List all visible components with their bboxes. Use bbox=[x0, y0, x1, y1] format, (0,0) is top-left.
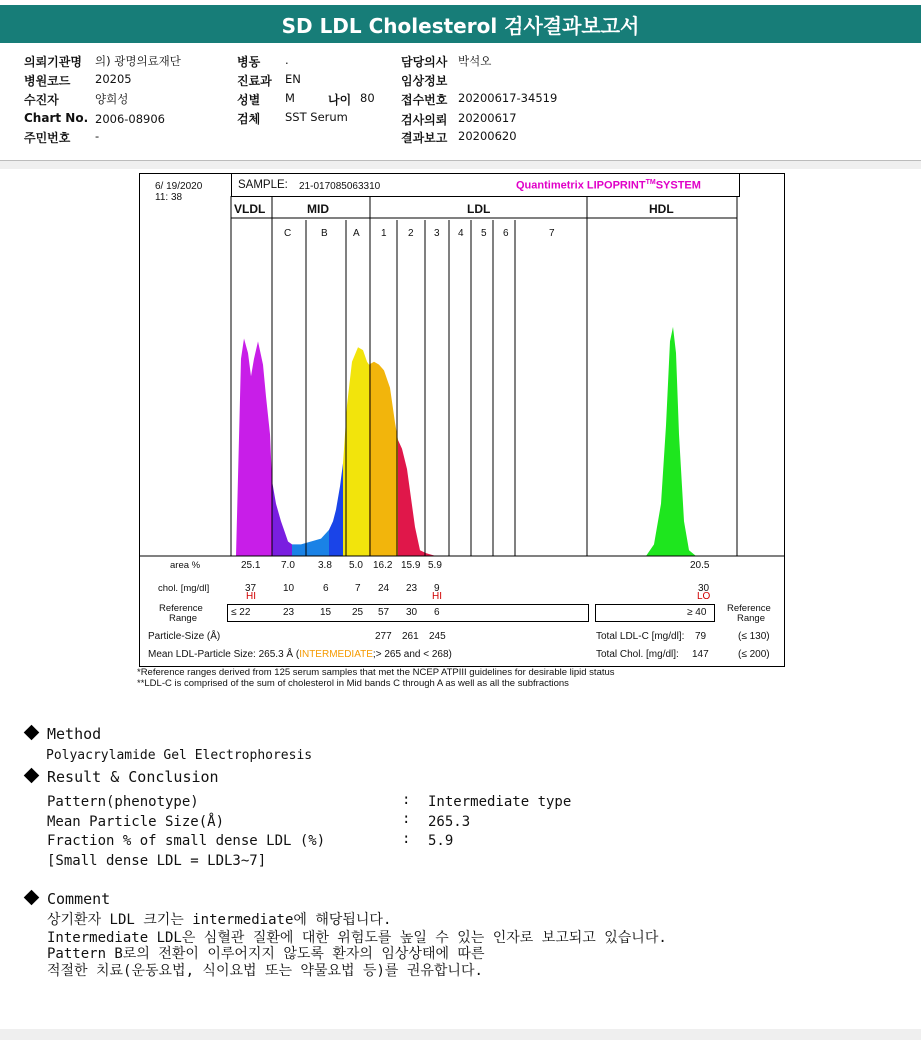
value-ward: . bbox=[285, 53, 289, 67]
chol-vldl: 37 bbox=[245, 583, 257, 594]
group-mid: MID bbox=[307, 202, 329, 216]
band-label-7: 7 bbox=[549, 228, 555, 239]
row-label-ref-1: Reference bbox=[159, 603, 203, 614]
electrophoresis-plot bbox=[140, 174, 784, 559]
sample-id: 21-017085063310 bbox=[299, 181, 381, 192]
group-ldl: LDL bbox=[467, 202, 491, 216]
method-heading-text: Method bbox=[47, 725, 102, 743]
mean-size-class: INTERMEDIATE bbox=[299, 649, 373, 660]
band-label-5: 5 bbox=[481, 228, 487, 239]
chol-c: 10 bbox=[283, 583, 295, 594]
band-dividers bbox=[231, 196, 737, 556]
area-vldl: 25.1 bbox=[241, 560, 261, 571]
total-chol-value: 147 bbox=[692, 649, 709, 660]
ref-ldl2: 30 bbox=[406, 607, 418, 618]
diamond-bullet-icon bbox=[24, 768, 40, 784]
value-request-date: 20200617 bbox=[458, 111, 517, 125]
diamond-bullet-icon bbox=[24, 725, 40, 741]
particle-size-ldl2: 261 bbox=[402, 631, 419, 642]
band-label-4: 4 bbox=[458, 228, 464, 239]
brand-text: Quantimetrix LIPOPRINT bbox=[516, 179, 646, 192]
ref-b: 15 bbox=[320, 607, 332, 618]
ref-ldl1: 57 bbox=[378, 607, 390, 618]
value-patient: 양희성 bbox=[95, 92, 129, 106]
row-label-chol: chol. [mg/dl] bbox=[158, 583, 210, 594]
flag-ldl3-hi: HI bbox=[432, 591, 442, 602]
particle-size-ldl3: 245 bbox=[429, 631, 446, 642]
label-report-date: 결과보고 bbox=[401, 131, 448, 145]
curve-hdl bbox=[646, 327, 696, 556]
row-label-ref-2: Range bbox=[169, 613, 197, 624]
mean-size-line: Mean LDL-Particle Size: 265.3 Å (INTERMEDIATE;> 265 and < 268) bbox=[148, 649, 452, 660]
value-sex: M bbox=[285, 91, 295, 105]
total-ldl-label: Total LDL-C [mg/dl]: bbox=[596, 631, 685, 642]
result-value-mean-size: 265.3 bbox=[428, 814, 471, 830]
lipoprint-report bbox=[139, 173, 785, 667]
label-hospital-code: 병원코드 bbox=[24, 74, 71, 88]
label-specimen: 검체 bbox=[237, 112, 261, 126]
footnote-1: *Reference ranges derived from 125 serum samples that met the NCEP ATPIII guidelines for desirable lipid status bbox=[137, 667, 615, 678]
densitometry-curves bbox=[236, 327, 696, 556]
footnote-2: **LDL-C is comprised of the sum of cholesterol in Mid bands C through A as well as all the subfractions bbox=[137, 678, 569, 689]
label-requesting-institution: 의뢰기관명 bbox=[24, 55, 82, 69]
label-chart-no: Chart No. bbox=[24, 111, 89, 125]
bottom-band bbox=[0, 1029, 921, 1040]
ref-a: 25 bbox=[352, 607, 364, 618]
mean-size-label: Mean LDL-Particle Size: bbox=[148, 649, 256, 660]
curve-4 bbox=[420, 550, 436, 556]
value-accession-no: 20200617-34519 bbox=[458, 91, 558, 105]
value-department: EN bbox=[285, 72, 301, 86]
label-sex: 성별 bbox=[237, 93, 261, 107]
value-resident-no: - bbox=[95, 129, 100, 143]
brand-suffix: SYSTEM bbox=[655, 179, 701, 192]
value-specimen: SST Serum bbox=[285, 110, 348, 124]
ref-vldl: ≤ 22 bbox=[231, 607, 251, 618]
area-ldl2: 15.9 bbox=[401, 560, 421, 571]
comment-heading bbox=[22, 890, 110, 908]
band-label-6: 6 bbox=[503, 228, 509, 239]
chol-b: 6 bbox=[323, 583, 329, 594]
band-label-2: 2 bbox=[408, 228, 414, 239]
label-clinical-info: 임상정보 bbox=[401, 74, 448, 88]
particle-size-ldl1: 277 bbox=[375, 631, 392, 642]
ref-hdl: ≥ 40 bbox=[687, 607, 707, 618]
area-hdl: 20.5 bbox=[690, 560, 710, 571]
value-report-date: 20200620 bbox=[458, 129, 517, 143]
report-time: 11: 38 bbox=[155, 192, 183, 203]
row-label-area: area % bbox=[170, 560, 201, 571]
chol-ldl2: 23 bbox=[406, 583, 418, 594]
brand-tm: TM bbox=[645, 179, 656, 186]
comment-line-4: 적절한 치료(운동요법, 식이요법 또는 약물요법 등)를 권유합니다. bbox=[47, 963, 483, 979]
label-patient: 수진자 bbox=[24, 93, 59, 107]
total-ldl-ref: (≤ 130) bbox=[738, 631, 770, 642]
area-b: 3.8 bbox=[318, 560, 332, 571]
chol-a: 7 bbox=[355, 583, 361, 594]
result-heading-text: Result & Conclusion bbox=[47, 768, 219, 786]
total-chol-label: Total Chol. [mg/dl]: bbox=[596, 649, 679, 660]
total-ldl-value: 79 bbox=[695, 631, 707, 642]
comment-line-1: 상기환자 LDL 크기는 intermediate에 해당됩니다. bbox=[47, 912, 392, 928]
report-date: 6/ 19/2020 bbox=[155, 181, 203, 192]
comment-heading-text: Comment bbox=[47, 890, 111, 908]
chol-ldl1: 24 bbox=[378, 583, 390, 594]
mean-size-criteria: ;> 265 and < 268) bbox=[372, 649, 452, 660]
label-department: 진료과 bbox=[237, 74, 272, 88]
result-value-fraction: 5.9 bbox=[428, 833, 454, 849]
result-note: [Small dense LDL = LDL3~7] bbox=[47, 853, 267, 869]
curve-vldl bbox=[236, 339, 272, 557]
band-label-c: C bbox=[284, 228, 292, 239]
chol-hdl: 30 bbox=[698, 583, 710, 594]
flag-vldl-hi: HI bbox=[246, 591, 256, 602]
separator-band bbox=[0, 161, 921, 169]
band-label-1: 1 bbox=[381, 228, 387, 239]
curve-a bbox=[329, 463, 343, 556]
band-label-3: 3 bbox=[434, 228, 440, 239]
mean-size-value: 265.3 Å bbox=[258, 649, 294, 660]
ref-ldl3: 6 bbox=[434, 607, 440, 618]
group-hdl: HDL bbox=[649, 202, 674, 216]
band-label-b: B bbox=[321, 228, 328, 239]
area-ldl1: 16.2 bbox=[373, 560, 393, 571]
result-sep-mean-size: : bbox=[402, 811, 411, 827]
comment-line-3: Pattern B로의 전환이 이루어지지 않도록 환자의 임상상태에 따른 bbox=[47, 946, 485, 962]
label-age: 나이 bbox=[328, 93, 352, 107]
value-age: 80 bbox=[360, 91, 375, 105]
area-c: 7.0 bbox=[281, 560, 295, 571]
curve-3 bbox=[398, 440, 420, 556]
label-accession-no: 접수번호 bbox=[401, 93, 448, 107]
label-request-date: 검사의뢰 bbox=[401, 113, 448, 127]
band-label-a: A bbox=[353, 228, 360, 239]
result-value-pattern: Intermediate type bbox=[428, 794, 572, 810]
result-sep-fraction: : bbox=[402, 831, 411, 847]
value-chart-no: 2006-08906 bbox=[95, 112, 165, 126]
area-a: 5.0 bbox=[349, 560, 363, 571]
value-physician: 박석오 bbox=[458, 54, 492, 68]
result-label-mean-size: Mean Particle Size(Å) bbox=[47, 814, 225, 830]
flag-hdl-lo: LO bbox=[697, 591, 711, 602]
area-ldl3: 5.9 bbox=[428, 560, 442, 571]
method-text: Polyacrylamide Gel Electrophoresis bbox=[46, 748, 313, 763]
diamond-bullet-icon bbox=[24, 890, 40, 906]
curve-1 bbox=[343, 347, 369, 556]
result-heading bbox=[22, 768, 219, 786]
method-heading bbox=[22, 725, 101, 743]
value-requesting-institution: 의) 광명의료재단 bbox=[95, 54, 181, 68]
comment-line-2: Intermediate LDL은 심혈관 질환에 대한 위험도를 높일 수 있는 인자로 보고되고 있습니다. bbox=[47, 930, 667, 946]
ref-c: 23 bbox=[283, 607, 295, 618]
result-label-fraction: Fraction % of small dense LDL (%) bbox=[47, 833, 326, 849]
sample-label: SAMPLE: bbox=[238, 179, 288, 191]
curve-b bbox=[292, 530, 329, 556]
label-resident-no: 주민번호 bbox=[24, 131, 71, 145]
ref-right-2: Range bbox=[737, 613, 765, 624]
result-label-pattern: Pattern(phenotype) bbox=[47, 794, 199, 810]
label-ward: 병동 bbox=[237, 55, 261, 69]
report-title: SD LDL Cholesterol 검사결과보고서 bbox=[0, 5, 921, 43]
group-vldl: VLDL bbox=[234, 202, 266, 216]
ref-right-1: Reference bbox=[727, 603, 771, 614]
row-label-particle-size: Particle-Size (Å) bbox=[148, 631, 221, 642]
curve-2 bbox=[369, 362, 398, 556]
patient-info bbox=[0, 48, 921, 160]
curve-c bbox=[272, 481, 292, 556]
chol-ldl3: 9 bbox=[434, 583, 440, 594]
value-hospital-code: 20205 bbox=[95, 72, 132, 86]
label-physician: 담당의사 bbox=[401, 55, 448, 69]
result-sep-pattern: : bbox=[402, 792, 411, 808]
total-chol-ref: (≤ 200) bbox=[738, 649, 770, 660]
